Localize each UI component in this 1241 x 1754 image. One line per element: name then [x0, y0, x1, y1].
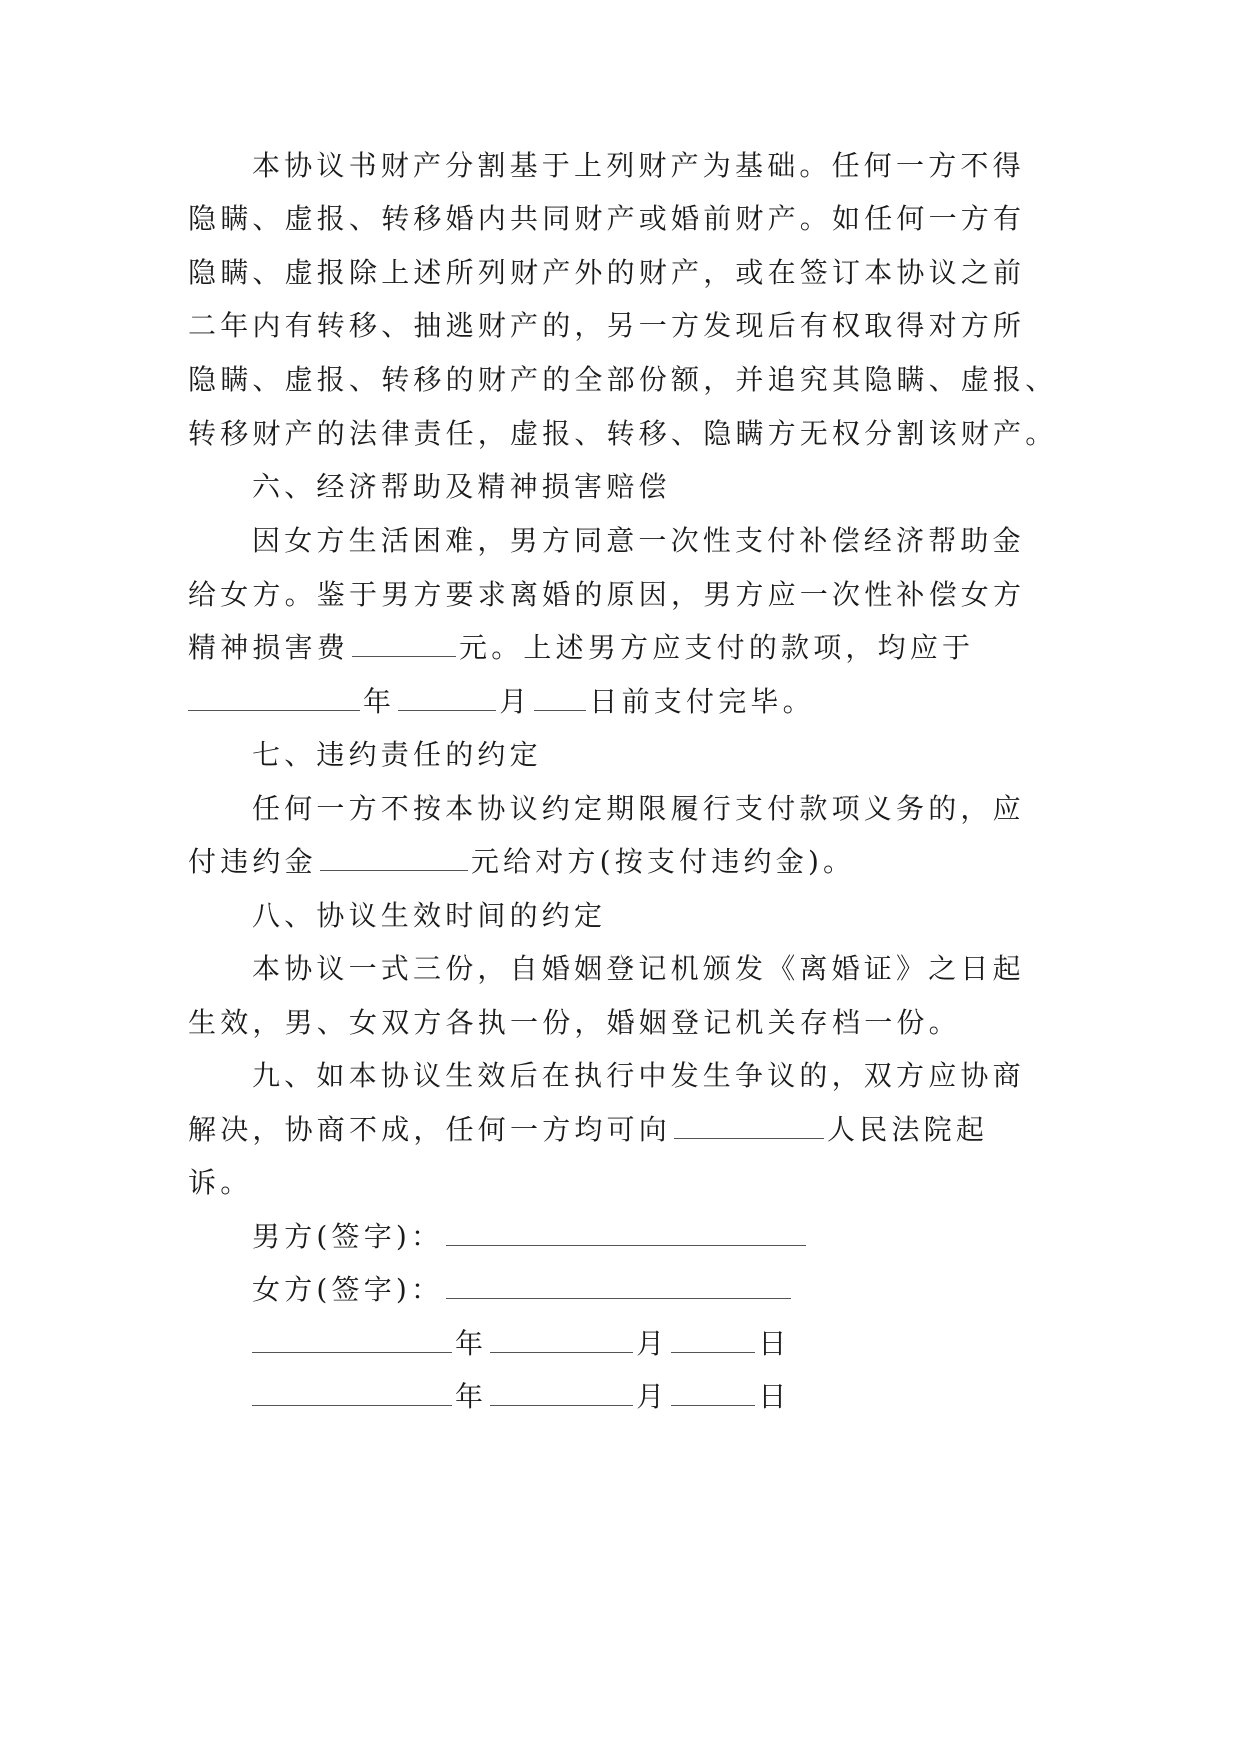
paragraph-line: 给女方。鉴于男方要求离婚的原因，男方应一次性补偿女方	[188, 578, 1026, 611]
paragraph-line: 转移财产的法律责任，虚报、转移、隐瞒方无权分割该财产。	[188, 417, 1058, 450]
male-signature-line	[252, 1221, 809, 1253]
paragraph-line: 任何一方不按本协议约定期限履行支付款项义务的，应	[252, 792, 1025, 825]
compensation-amount-blank	[352, 655, 456, 657]
date-year-blank	[252, 1404, 452, 1406]
paragraph-line: 诉。	[188, 1166, 253, 1199]
paragraph-line: 二年内有转移、抽逃财产的，另一方发现后有权取得对方所	[188, 309, 1026, 342]
section-heading-8: 八、协议生效时间的约定	[252, 899, 607, 932]
date-year-blank	[252, 1351, 452, 1353]
paragraph-line	[188, 1114, 988, 1146]
date-day-blank	[671, 1404, 755, 1406]
paragraph-line	[188, 686, 815, 718]
penalty-amount-blank	[320, 869, 468, 871]
section-heading-7: 七、违约责任的约定	[252, 738, 542, 771]
penalty-text: 元给对方(按支付违约金)。	[470, 845, 856, 878]
section-heading-6: 六、经济帮助及精神损害赔偿	[252, 470, 671, 503]
date-day-blank	[671, 1351, 755, 1353]
deadline-text: 日前支付完毕。	[589, 685, 815, 718]
female-signature-label: 女方(签字)：	[252, 1273, 444, 1306]
female-signature-blank	[446, 1297, 791, 1299]
paragraph-line: 隐瞒、虚报除上述所列财产外的财产，或在签订本协议之前	[188, 256, 1026, 289]
payment-day-blank	[534, 709, 586, 711]
day-label: 日	[758, 1380, 791, 1413]
date-month-blank	[490, 1351, 633, 1353]
year-label: 年	[455, 1380, 488, 1413]
compensation-label: 精神损害费	[188, 631, 350, 664]
day-label: 日	[758, 1327, 791, 1360]
female-signature-line	[252, 1274, 794, 1306]
payment-month-blank	[398, 709, 496, 711]
payment-text: 元。上述男方应支付的款项，均应于	[459, 631, 975, 664]
paragraph-line: 本协议书财产分割基于上列财产为基础。任何一方不得	[252, 149, 1025, 182]
paragraph-line	[188, 846, 855, 878]
month-label: 月	[499, 685, 532, 718]
month-label: 月	[636, 1380, 669, 1413]
month-label: 月	[636, 1327, 669, 1360]
paragraph-line: 因女方生活困难，男方同意一次性支付补偿经济帮助金	[252, 524, 1025, 557]
section-heading-9: 九、如本协议生效后在执行中发生争议的，双方应协商	[252, 1059, 1025, 1092]
paragraph-line: 隐瞒、虚报、转移的财产的全部份额，并追究其隐瞒、虚报、	[188, 363, 1058, 396]
payment-year-blank	[188, 709, 360, 711]
court-name-blank	[674, 1137, 824, 1139]
year-label: 年	[363, 685, 396, 718]
penalty-label: 付违约金	[188, 845, 317, 878]
date-month-blank	[490, 1404, 633, 1406]
paragraph-line: 隐瞒、虚报、转移婚内共同财产或婚前财产。如任何一方有	[188, 202, 1026, 235]
paragraph-line: 生效，男、女双方各执一份，婚姻登记机关存档一份。	[188, 1006, 961, 1039]
court-text: 人民法院起	[827, 1113, 989, 1146]
paragraph-line	[188, 632, 974, 664]
paragraph-line: 本协议一式三份，自婚姻登记机颁发《离婚证》之日起	[252, 952, 1025, 985]
male-signature-blank	[446, 1244, 806, 1246]
male-signature-label: 男方(签字)：	[252, 1220, 444, 1253]
dispute-text: 解决，协商不成，任何一方均可向	[188, 1113, 672, 1146]
year-label: 年	[455, 1327, 488, 1360]
signature-date-line	[252, 1328, 791, 1360]
signature-date-line	[252, 1381, 791, 1413]
